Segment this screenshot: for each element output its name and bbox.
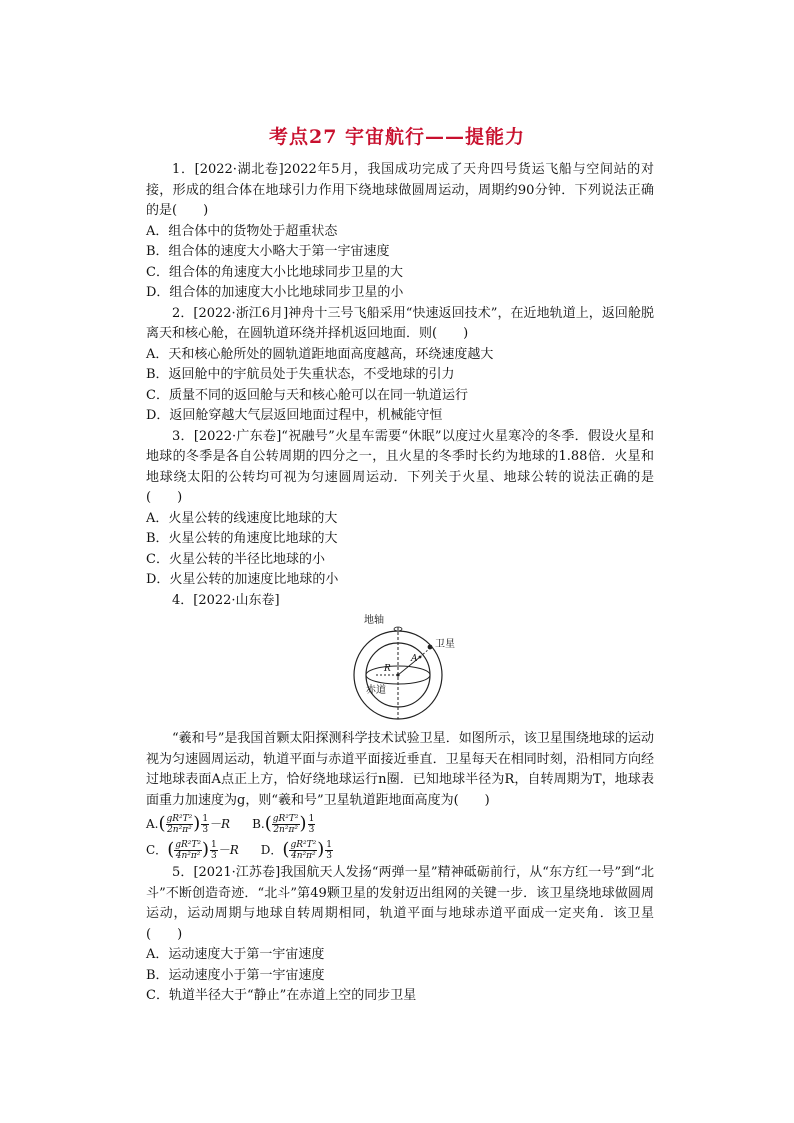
satellite-dot-icon xyxy=(428,645,433,650)
paren-open: ( xyxy=(158,813,166,834)
point-a-label: A xyxy=(411,654,418,664)
content xyxy=(146,160,654,1007)
question-4-stem: “羲和号”是我国首颗太阳探测科学技术试验卫星．如图所示，该卫星围绕地球的运动视为匀速圆周运动，轨道平面与赤道平面接近垂直．卫星每天在相同时刻，沿相同方向经过地球表面A点正上方，恰好绕地球运行n圈．已知地球半径为R，自转周期为T，地球表面重力加速度为g，则“羲和号”卫星轨道距地面高度为( ) xyxy=(146,731,654,808)
question-4-option-c-tail: －R xyxy=(217,842,239,857)
paren-open: ( xyxy=(264,813,272,834)
earth-center-dot xyxy=(396,673,399,676)
question-3-stem: 3．[2022·广东卷]“祝融号”火星车需要“休眠”以度过火星寒冷的冬季．假设火星和地球的冬季是各自公转周期的四分之一，且火星的冬季时长约为地球的1.88倍．火星和地球绕太阳的公转均可视为匀速圆周运动．下列关于火星、地球公转的说法正确的是( ) xyxy=(146,428,654,505)
question-1-option-c: C．组合体的角速度大小比地球同步卫星的大 xyxy=(146,264,403,280)
paren-close: ) xyxy=(317,839,325,860)
denominator: 2n²π² xyxy=(273,824,298,835)
exponent-fraction xyxy=(201,814,209,835)
question-4-option-b-label: B. xyxy=(252,816,265,831)
equator-label: 赤道 xyxy=(366,685,386,696)
numerator: gR²T² xyxy=(290,839,317,850)
orbit-diagram xyxy=(350,613,460,725)
paren-close: ) xyxy=(193,813,201,834)
question-4-options-row-1 xyxy=(146,811,654,837)
question-2-option-a: A．天和核心舱所处的圆轨道距地面高度越高，环绕速度越大 xyxy=(146,346,494,362)
question-2-stem: 2．[2022·浙江6月]神舟十三号飞船采用“快速返回技术”，在近地轨道上，返回舱脱离天和核心舱，在圆轨道环绕并择机返回地面．则( ) xyxy=(146,305,654,341)
question-5-option-b: B．运动速度小于第一宇宙速度 xyxy=(146,967,325,983)
question-5-option-a: A．运动速度大于第一宇宙速度 xyxy=(146,947,325,962)
exponent-fraction xyxy=(325,840,333,861)
page-title: 考点27 宇宙航行——提能力 xyxy=(268,126,526,148)
exponent-numerator: 1 xyxy=(326,839,332,850)
denominator: 4n²π² xyxy=(175,850,201,861)
axis-label: 地轴 xyxy=(364,615,384,626)
paren-open: ( xyxy=(167,839,175,860)
question-1-stem: 1．[2022·湖北卷]2022年5月，我国成功完成了天舟四号货运飞船与空间站的对接，形成的组合体在地球引力作用下绕地球做圆周运动，周期约90分钟．下列说法正确的是( ) xyxy=(146,162,654,218)
numerator: gR²T² xyxy=(175,839,201,850)
satellite-orbit-figure xyxy=(146,613,654,728)
question-4-option-a-label: A. xyxy=(146,816,159,831)
question-3-option-a: A．火星公转的线速度比地球的大 xyxy=(146,510,338,526)
question-4-options-row-2 xyxy=(146,837,654,863)
question-5-stem: 5．[2021·江苏卷]我国航天人发扬“两弹一星”精神砥砺前行，从“东方红一号”到“北斗”不断创造奇迹．“北斗”第49颗卫星的发射迈出组网的关键一步．该卫星绕地球做圆周运动，运动周期与地球自转周期相同，轨道平面与地球赤道平面成一定夹角．该卫星( ) xyxy=(146,865,654,942)
denominator: 4n²π² xyxy=(291,850,316,861)
question-4-header: 4．[2022·山东卷] xyxy=(172,592,280,608)
exponent-fraction xyxy=(210,840,218,861)
exponent-numerator: 1 xyxy=(308,813,315,824)
exponent-denominator: 3 xyxy=(211,850,217,861)
paren-open: ( xyxy=(282,839,290,860)
question-3-option-b: B．火星公转的角速度比地球的大 xyxy=(146,531,338,546)
question-2-option-b: B．返回舱中的宇航员处于失重状态，不受地球的引力 xyxy=(146,367,455,382)
exponent-denominator: 3 xyxy=(326,850,332,861)
question-4-option-a-fraction xyxy=(166,814,194,835)
question-1-option-d: D．组合体的加速度大小比地球同步卫星的小 xyxy=(146,285,404,300)
question-4-option-d-label: D． xyxy=(260,842,283,857)
question-2-option-d: D．返回舱穿越大气层返回地面过程中，机械能守恒 xyxy=(146,408,443,423)
exponent-numerator: 1 xyxy=(211,839,217,850)
question-5-option-c: C．轨道半径大于“静止”在赤道上空的同步卫星 xyxy=(146,988,417,1003)
exponent-denominator: 3 xyxy=(202,824,209,835)
exponent-denominator: 3 xyxy=(308,824,315,835)
question-4-option-a-tail: －R xyxy=(209,816,231,831)
question-3-option-d: D．火星公转的加速度比地球的小 xyxy=(146,572,339,587)
point-a-dot xyxy=(419,656,422,659)
paren-close: ) xyxy=(201,839,210,860)
question-4-option-d-fraction xyxy=(289,840,317,861)
exponent-numerator: 1 xyxy=(202,813,209,824)
question-1-option-b: B．组合体的速度大小略大于第一宇宙速度 xyxy=(146,244,390,259)
satellite-label: 卫星 xyxy=(435,639,455,650)
question-3-option-c: C．火星公转的半径比地球的小 xyxy=(146,551,325,567)
question-4-option-c-fraction xyxy=(174,840,202,861)
exponent-fraction xyxy=(308,814,316,835)
paren-close: ) xyxy=(299,813,307,834)
denominator: 2n²π² xyxy=(167,824,192,835)
question-4-option-b-fraction xyxy=(272,814,300,835)
question-2-option-c: C．质量不同的返回舱与天和核心舱可以在同一轨道运行 xyxy=(146,387,468,403)
question-4-option-c-label: C． xyxy=(146,842,168,857)
question-1-option-a: A．组合体中的货物处于超重状态 xyxy=(146,223,338,239)
radius-label: R xyxy=(384,664,391,674)
numerator: gR²T² xyxy=(166,813,193,824)
numerator: gR²T² xyxy=(272,813,299,824)
